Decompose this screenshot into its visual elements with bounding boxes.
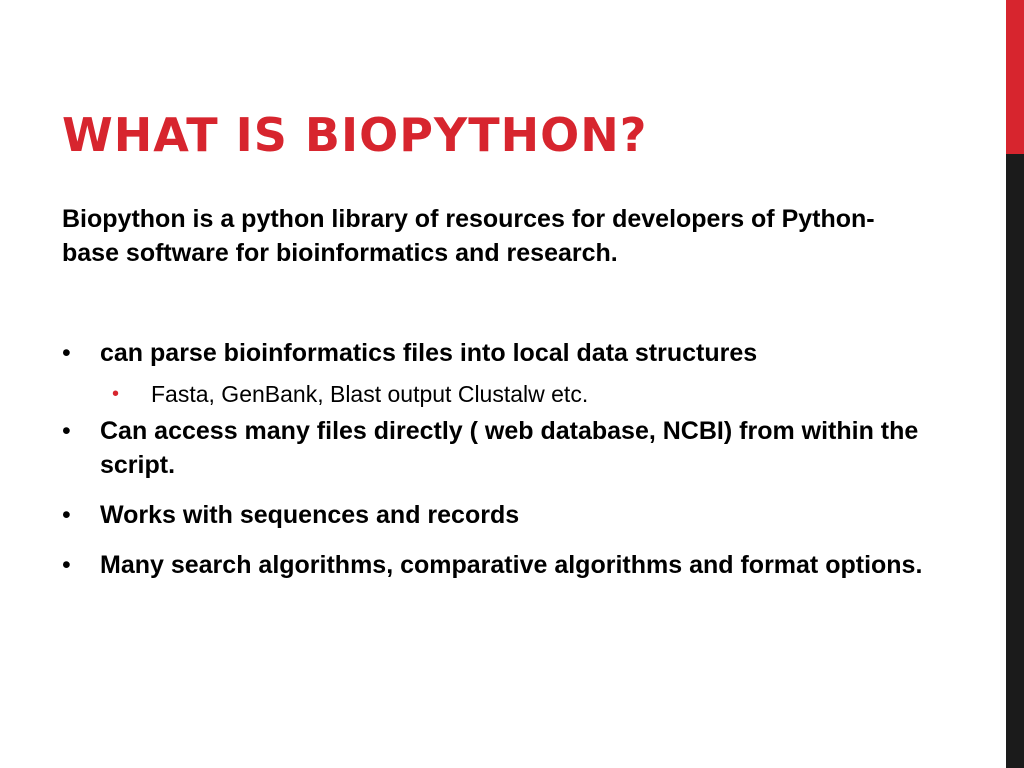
sub-bullet-dot-icon: • [112, 383, 120, 405]
side-accent-red [1006, 0, 1024, 154]
sub-bullet-text: Fasta, GenBank, Blast output Clustalw etc. [151, 381, 589, 407]
bullet-item-access [62, 414, 942, 482]
side-accent-bar [1006, 0, 1024, 768]
intro-paragraph: Biopython is a python library of resources for developers of Python-base software for bioinformatics and research. [62, 205, 875, 267]
bullet-text: can parse bioinformatics files into local data structures [100, 339, 758, 367]
side-accent-dark [1006, 154, 1024, 768]
bullet-item-parse [62, 336, 942, 370]
bullet-list [62, 336, 942, 582]
sub-bullet-formats [62, 378, 942, 410]
bullet-item-algorithms [62, 548, 942, 582]
bullet-dot-icon: • [62, 339, 71, 367]
bullet-dot-icon: • [62, 417, 71, 445]
bullet-item-sequences [62, 498, 942, 532]
bullet-text: Many search algorithms, comparative algorithms and format options. [100, 551, 923, 579]
slide-title: WHAT IS BIOPYTHON? [62, 108, 648, 162]
bullet-text: Works with sequences and records [100, 501, 520, 529]
bullet-text: Can access many files directly ( web database, NCBI) from within the script. [100, 417, 919, 479]
bullet-dot-icon: • [62, 501, 71, 529]
bullet-dot-icon: • [62, 551, 71, 579]
